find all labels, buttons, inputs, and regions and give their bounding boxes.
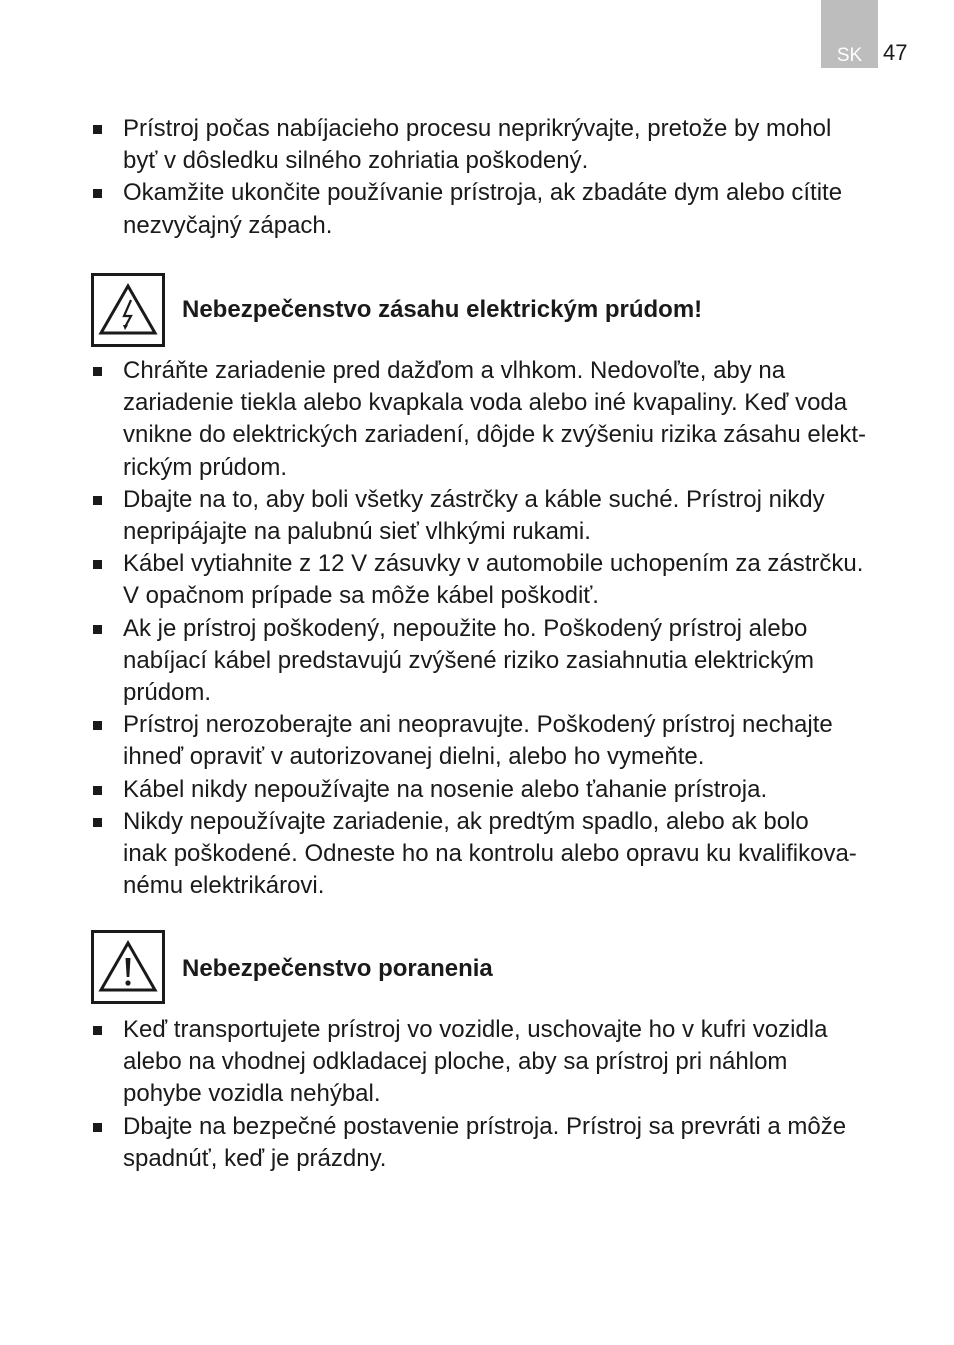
language-tab: [821, 0, 878, 68]
list-item: Nikdy nepoužívajte zariadenie, ak predtým spadlo, alebo ak bolo inak poškodené. Odneste ho na kontrolu alebo opravu ku kvalifikova- nému elektrikárovi.: [90, 806, 920, 903]
list-item: Keď transportujete prístroj vo vozidle, uschovajte ho v kufri vozidla alebo na vhodnej odkladacej ploche, aby sa prístroj pri náhlom pohybe vozidla nehýbal.: [90, 1014, 920, 1111]
exclamation-warning-icon: [91, 930, 165, 1004]
list-item: Prístroj počas nabíjacieho procesu neprikrývajte, pretože by mohol byť v dôsledku silného zohriatia poškodený.: [90, 113, 920, 177]
injury-warning-title: Nebezpečenstvo poranenia: [182, 955, 493, 982]
list-item: Prístroj nerozoberajte ani neopravujte. Poškodený prístroj nechajte ihneď opraviť v autorizovanej dielni, alebo ho vymeňte.: [90, 709, 920, 773]
electric-shock-warning-icon: [91, 273, 165, 347]
electric-warning-title: Nebezpečenstvo zásahu elektrickým prúdom!: [182, 296, 703, 323]
list-item: Kábel nikdy nepoužívajte na nosenie alebo ťahanie prístroja.: [90, 774, 920, 806]
list-item: Ak je prístroj poškodený, nepoužite ho. Poškodený prístroj alebo nabíjací kábel predstavujú zvýšené riziko zasiahnutia elektrickým prúdom.: [90, 613, 920, 710]
intro-list: [90, 113, 920, 242]
electric-list: [90, 355, 920, 902]
list-item: Kábel vytiahnite z 12 V zásuvky v automobile uchopením za zástrčku. V opačnom prípade sa môže kábel poškodiť.: [90, 548, 920, 612]
language-tab-label: SK: [836, 45, 863, 66]
injury-list: [90, 1014, 920, 1175]
list-item: Dbajte na bezpečné postavenie prístroja. Prístroj sa prevráti a môže spadnúť, keď je prázdny.: [90, 1111, 920, 1175]
list-item: Dbajte na to, aby boli všetky zástrčky a káble suché. Prístroj nikdy nepripájajte na palubnú sieť vlhkými rukami.: [90, 484, 920, 548]
page-number: 47: [883, 40, 908, 65]
list-item: Okamžite ukončite používanie prístroja, ak zbadáte dym alebo cítite nezvyčajný zápach.: [90, 177, 920, 241]
list-item: Chráňte zariadenie pred dažďom a vlhkom. Nedovoľte, aby na zariadenie tiekla alebo kvapkala voda alebo iné kvapaliny. Keď voda vnikne do elektrických zariadení, dôjde k zvýšeniu rizika zásahu elekt- rickým prúdom.: [90, 355, 920, 484]
